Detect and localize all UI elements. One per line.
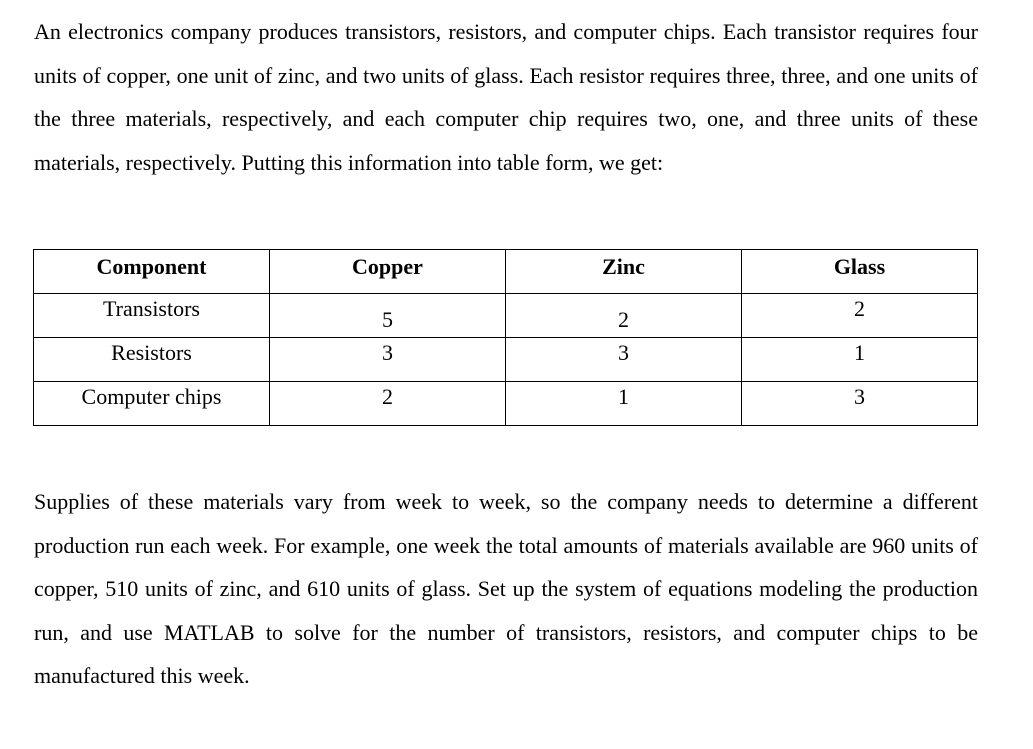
- cell-component: Transistors: [34, 294, 270, 338]
- closing-paragraph: Supplies of these materials vary from week to week, so the company needs to determine a different production run each week. For example, one week the total amounts of materials available are 960 units of copper, 510 units of zinc, and 610 units of glass. Set up the system of equations modeling the production run, and use MATLAB to solve for the number of transistors, resistors, and computer chips to be manufactured this week.: [34, 489, 978, 688]
- cell-component: Computer chips: [34, 382, 270, 426]
- cell-copper: 2: [270, 382, 506, 426]
- header-zinc: Zinc: [506, 250, 742, 294]
- cell-copper: 5: [270, 294, 506, 338]
- intro-paragraph: An electronics company produces transistors, resistors, and computer chips. Each transistor requires four units of copper, one unit of zinc, and two units of glass. Each resistor requires three, three, and one units of the three materials, respectively, and each computer chip requires two, one, and three units of these materials, respectively. Putting this information into table form, we get:: [34, 19, 978, 175]
- cell-zinc: 1: [506, 382, 742, 426]
- table-row: [34, 382, 978, 426]
- header-glass: Glass: [742, 250, 978, 294]
- cell-component: Resistors: [34, 338, 270, 382]
- materials-table: [33, 249, 978, 426]
- cell-zinc: 3: [506, 338, 742, 382]
- header-copper: Copper: [270, 250, 506, 294]
- table-row: [34, 338, 978, 382]
- table-row: [34, 294, 978, 338]
- cell-zinc: 2: [506, 294, 742, 338]
- cell-glass: 2: [742, 294, 978, 338]
- cell-copper: 3: [270, 338, 506, 382]
- header-component: Component: [34, 250, 270, 294]
- cell-glass: 3: [742, 382, 978, 426]
- table-header-row: [34, 250, 978, 294]
- cell-glass: 1: [742, 338, 978, 382]
